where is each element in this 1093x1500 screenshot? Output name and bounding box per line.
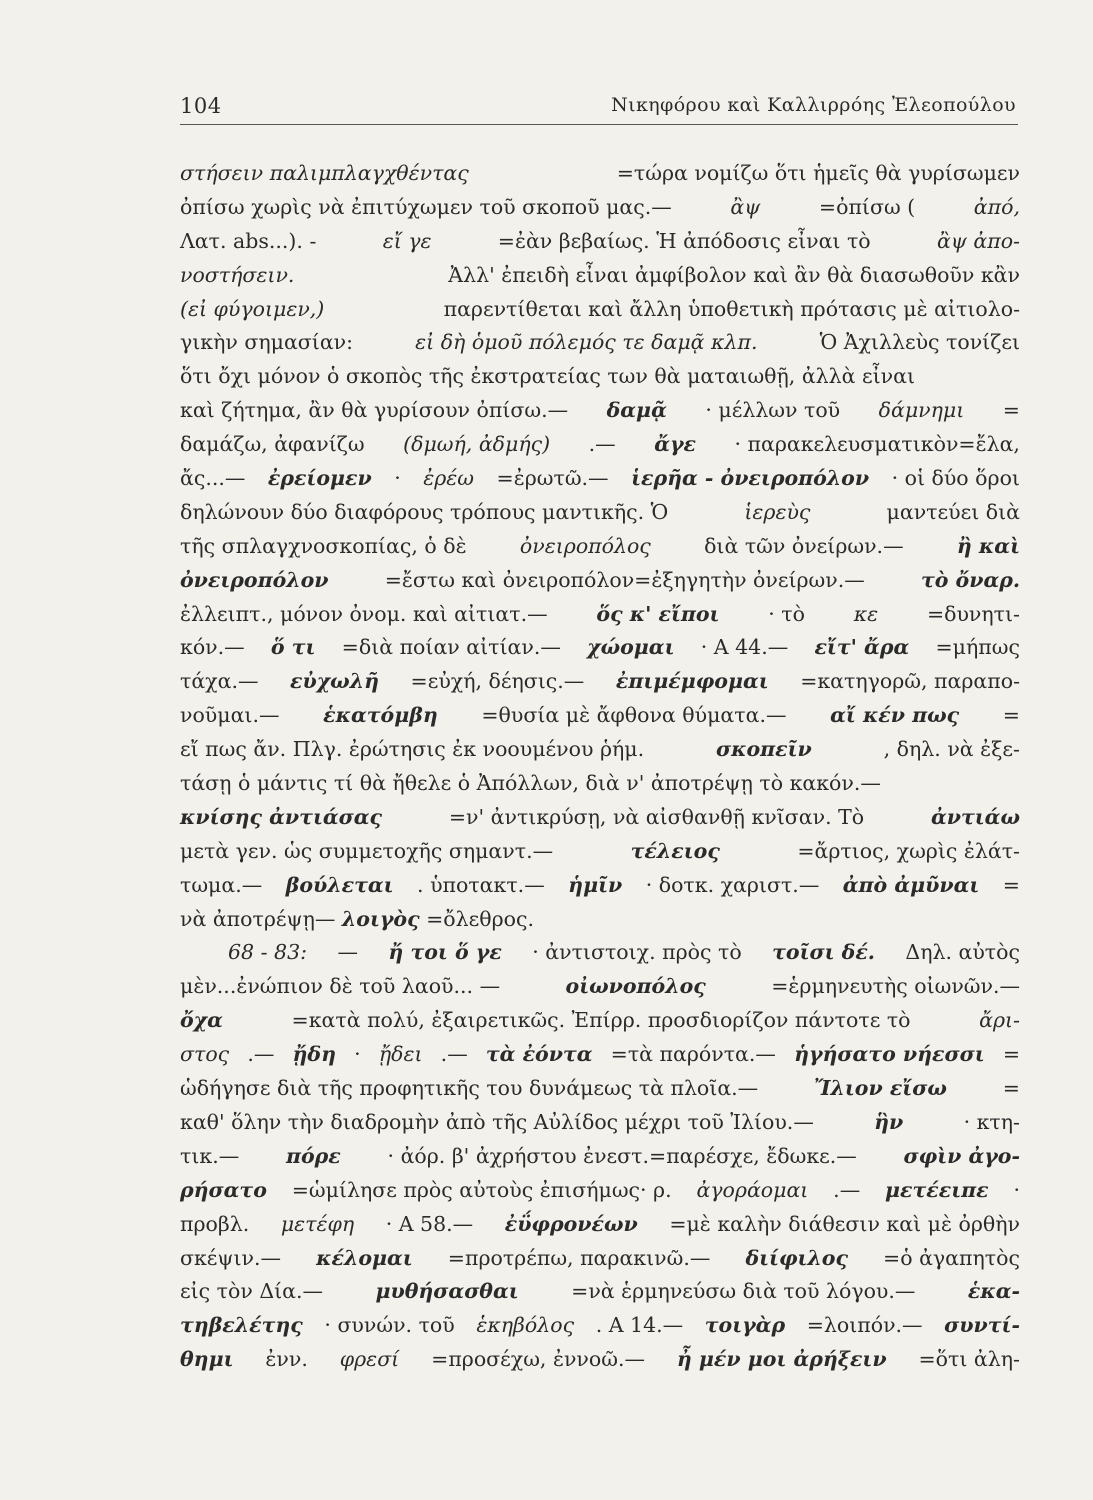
lemma: αἴ κέν πως: [830, 703, 960, 728]
text-segment: Ἀλλ' ἐπειδὴ εἶναι ἀμφίβολον καὶ ἂν θὰ διασωθοῦν κἂν: [448, 262, 1020, 287]
italic-term: ἐρέω: [423, 466, 475, 491]
lemma: ὅ τι: [270, 635, 316, 660]
italic-term: μετέφη: [280, 1211, 355, 1236]
text-segment: καὶ ζήτημα, ἂν θὰ γυρίσουν ὀπίσω.—: [180, 398, 569, 423]
text-segment: τικ.—: [180, 1143, 240, 1168]
text-line: [180, 1038, 1020, 1072]
text-segment: · Α 58.—: [385, 1211, 474, 1236]
text-line: [180, 1242, 1020, 1276]
lemma: τηβελέτης: [180, 1313, 303, 1338]
lemma: ἡμῖν: [568, 872, 623, 897]
text-segment: ὀπίσω χωρὶς νὰ ἐπιτύχωμεν τοῦ σκοποῦ μας.—: [180, 194, 672, 219]
text-line: [180, 1208, 1020, 1242]
text-line: [180, 1004, 1020, 1038]
italic-term: εἴ γε: [382, 228, 432, 253]
lemma: δαμᾷ: [606, 398, 667, 423]
text-segment: =προσέχω, ἐννοῶ.—: [431, 1347, 645, 1372]
text-line: [180, 903, 1020, 937]
lemma: ρήσατο: [180, 1177, 267, 1202]
text-segment: ὡδήγησε διὰ τῆς προφητικῆς του δυνάμεως τὰ πλοῖα.—: [180, 1076, 759, 1101]
lemma: ἀπὸ ἀμῦναι: [842, 872, 980, 897]
text-line: [180, 1072, 1020, 1106]
text-segment: =προτρέπω, παρακινῶ.—: [447, 1245, 711, 1270]
text-segment: μὲν...ἐνώπιον δὲ τοῦ λαοῦ... —: [180, 974, 501, 999]
italic-term: δάμνημι: [878, 398, 965, 423]
text-line: [180, 1275, 1020, 1309]
text-segment: =μήπως: [935, 635, 1020, 660]
text-segment: =εὐχή, δέησις.—: [410, 669, 585, 694]
italic-term: νοστήσειν.: [180, 262, 295, 287]
text-line: [180, 1309, 1020, 1343]
text-segment: . Α 14.—: [595, 1313, 684, 1338]
text-line: [180, 1140, 1020, 1174]
text-segment: , δηλ. νὰ ἐξε-: [883, 737, 1020, 762]
text-segment: κόν.—: [180, 635, 245, 660]
text-segment: =ἑρμηνευτὴς οἰωνῶν.—: [771, 974, 1020, 999]
text-segment: =ἐρωτῶ.—: [496, 466, 609, 491]
text-line: [180, 530, 1020, 564]
lemma: τὰ ἐόντα: [485, 1042, 593, 1067]
text-segment: =: [1002, 703, 1020, 728]
text-segment: .—: [247, 1042, 275, 1067]
italic-term: ἀγοράομαι: [696, 1177, 809, 1202]
lemma: τὸ ὄναρ.: [920, 567, 1020, 592]
text-segment: ·: [354, 1042, 361, 1067]
text-line: [180, 462, 1020, 496]
text-segment: · ἀόρ. β' ἀχρήστου ἐνεστ.=παρέσχε, ἔδωκε.—: [387, 1143, 857, 1168]
italic-term: ἄρι-: [979, 1008, 1020, 1033]
text-line: [180, 767, 1020, 801]
lemma: ἀντιάω: [930, 804, 1020, 829]
text-line: [180, 259, 1020, 293]
text-segment: .—: [440, 1042, 468, 1067]
text-segment: =κατηγορῶ, παραπο-: [800, 669, 1020, 694]
lemma: ἡγήσατο νήεσσι: [794, 1042, 985, 1067]
lemma: ὅς κ' εἴποι: [596, 601, 720, 626]
lemma: ᾔδη: [292, 1042, 336, 1067]
text-segment: Λατ. abs...). -: [180, 228, 317, 253]
text-segment: εἴ πως ἄν. Πλγ. ἐρώτησις ἐκ νοουμένου ῥήμ.: [180, 737, 645, 762]
text-segment: =: [1002, 398, 1020, 423]
text-segment: =νὰ ἑρμηνεύσω διὰ τοῦ λόγου.—: [571, 1279, 916, 1304]
text-segment: γικὴν σημασίαν:: [180, 330, 354, 355]
lemma: κέλομαι: [316, 1245, 413, 1270]
italic-term: ἂψ ἀπο-: [936, 228, 1020, 253]
lemma: τοιγὰρ: [704, 1313, 786, 1338]
text-segment: · συνών. τοῦ: [324, 1313, 455, 1338]
text-segment: · ἀντιστοιχ. πρὸς τὸ: [532, 940, 742, 965]
text-segment: μαντεύει διὰ: [886, 499, 1020, 524]
page-header: [180, 94, 1018, 125]
text-line: [180, 801, 1020, 835]
lemma: οἰωνοπόλος: [565, 974, 706, 999]
lemma: μυθήσασθαι: [375, 1279, 519, 1304]
text-segment: ὅτι ὄχι μόνον ὁ σκοπὸς τῆς ἐκστρατείας των θὰ ματαιωθῇ, ἀλλὰ εἶναι: [180, 364, 916, 389]
text-segment: =ὄλεθρος.: [426, 906, 534, 931]
italic-term: φρεσί: [339, 1347, 400, 1372]
text-line: [180, 360, 1020, 394]
text-line: [180, 428, 1020, 462]
text-segment: σκέψιν.—: [180, 1245, 282, 1270]
lemma: σκοπεῖν: [716, 737, 812, 762]
text-segment: παρεντίθεται καὶ ἄλλη ὑποθετικὴ πρότασις μὲ αἰτιολο-: [443, 296, 1020, 321]
lemma: Ἴλιον εἴσω: [814, 1076, 947, 1101]
lemma: εὐχωλῆ: [290, 669, 379, 694]
text-line: [180, 733, 1020, 767]
text-segment: νὰ ἀποτρέψῃ—: [180, 906, 336, 931]
lemma: κνίσης ἀντιάσας: [180, 804, 383, 829]
italic-term: ἱερεὺς: [744, 499, 811, 524]
lemma: συντί-: [944, 1313, 1020, 1338]
text-segment: καθ' ὅλην τὴν διαδρομὴν ἀπὸ τῆς Αὐλίδος μέχρι τοῦ Ἰλίου.—: [180, 1109, 814, 1134]
text-segment: Δηλ. αὐτὸς: [905, 940, 1020, 965]
text-segment: · κτη-: [963, 1109, 1020, 1134]
text-line: [180, 191, 1020, 225]
text-segment: =ἄρτιος, χωρὶς ἐλάτ-: [797, 838, 1020, 863]
text-line: [180, 496, 1020, 530]
text-segment: =ὅτι ἀλη-: [918, 1347, 1020, 1372]
lemma: τέλειος: [630, 838, 720, 863]
text-line: [180, 564, 1020, 598]
lemma: βούλεται: [285, 872, 394, 897]
lemma: σφὶν ἀγο-: [903, 1143, 1020, 1168]
italic-term: (δμωή, ἀδμής): [403, 432, 551, 457]
text-segment: =μὲ καλὴν διάθεσιν καὶ μὲ ὀρθὴν: [669, 1211, 1020, 1236]
text-segment: =ἔστω καὶ ὀνειροπόλον=ἐξηγητὴν ὀνείρων.—: [384, 567, 865, 592]
text-segment: · δοτκ. χαριστ.—: [645, 872, 820, 897]
running-title: Νικηφόρου καὶ Καλλιρρόης Ἐλεοπούλου: [611, 94, 1016, 116]
lemma: πόρε: [285, 1143, 341, 1168]
italic-term: (εἰ φύγοιμεν,): [180, 296, 325, 321]
text-line: [180, 394, 1020, 428]
text-segment: =ὁ ἀγαπητὸς: [883, 1245, 1020, 1270]
text-line: [180, 157, 1020, 191]
lemma: ἄγε: [654, 432, 696, 457]
italic-term: στήσειν παλιμπλαγχθέντας: [180, 161, 469, 185]
lemma: ἱερῆα - ὀνειροπόλον: [631, 466, 870, 491]
text-segment: ·: [1013, 1177, 1020, 1202]
lemma: ἑκα-: [967, 1279, 1020, 1304]
text-segment: διὰ τῶν ὀνείρων.—: [704, 533, 904, 558]
lemma: μετέειπε: [885, 1177, 989, 1202]
text-segment: εἰς τὸν Δία.—: [180, 1279, 324, 1304]
lemma: τοῖσι δέ.: [772, 940, 875, 965]
text-segment: .—: [833, 1177, 861, 1202]
text-line: [180, 869, 1020, 903]
text-segment: τάχα.—: [180, 669, 259, 694]
lemma: ἦ μέν μοι ἀρήξειν: [676, 1347, 887, 1372]
text-line: [180, 631, 1020, 665]
lemma: ἣν: [874, 1109, 904, 1134]
text-segment: τῆς σπλαγχνοσκοπίας, ὁ δὲ: [180, 533, 467, 558]
text-segment: =διὰ ποίαν αἰτίαν.—: [341, 635, 561, 660]
text-segment: προβλ.: [180, 1211, 250, 1236]
italic-term: ἑκηβόλος: [476, 1313, 575, 1338]
text-segment: =: [1002, 872, 1020, 897]
lemma: ἐΰφρονέων: [504, 1211, 638, 1236]
text-line: [180, 326, 1020, 360]
italic-term: 68 - 83:: [228, 940, 308, 965]
lemma: διίφιλος: [745, 1245, 848, 1270]
text-segment: =τὰ παρόντα.—: [610, 1042, 776, 1067]
text-segment: ἄς...—: [180, 466, 246, 491]
lemma: ὀνειροπόλον: [180, 567, 329, 592]
text-segment: νοῦμαι.—: [180, 703, 280, 728]
page-number: 104: [180, 94, 222, 118]
text-segment: · Α 44.—: [700, 635, 789, 660]
text-segment: =: [1002, 1042, 1020, 1067]
text-segment: ἐνν.: [265, 1347, 308, 1372]
text-segment: · οἱ δύο ὅροι: [891, 466, 1020, 491]
text-line: [180, 1343, 1020, 1377]
text-segment: τωμα.—: [180, 872, 263, 897]
lemma: ἐπιμέμφομαι: [615, 669, 769, 694]
lemma: εἴτ' ἄρα: [814, 635, 910, 660]
text-segment: δηλώνουν δύο διαφόρους τρόπους μαντικῆς. Ὁ: [180, 499, 669, 524]
italic-term: ἂψ: [730, 194, 761, 219]
lemma: λοιγὸς: [341, 906, 420, 931]
text-segment: μετὰ γεν. ὡς συμμετοχῆς σημαντ.—: [180, 838, 554, 863]
lemma: ἑκατόμβη: [323, 703, 438, 728]
text-line: [180, 1174, 1020, 1208]
italic-term: κε: [853, 601, 879, 626]
text-segment: =ν' ἀντικρύσῃ, νὰ αἰσθανθῇ κνῖσαν. Τὸ: [448, 804, 865, 829]
lemma: θημι: [180, 1347, 234, 1372]
text-line: [180, 699, 1020, 733]
text-line: [180, 665, 1020, 699]
lemma: ἢ καὶ: [956, 533, 1020, 558]
text-segment: =ἐὰν βεβαίως. Ἡ ἀπόδοσις εἶναι τὸ: [497, 228, 871, 253]
text-line: [180, 225, 1020, 259]
text-segment: —: [337, 940, 358, 965]
lemma: χώομαι: [587, 635, 675, 660]
text-segment: =ὀπίσω (: [818, 194, 916, 219]
italic-term: στος: [180, 1042, 230, 1067]
text-segment: =δυνητι-: [926, 601, 1020, 626]
text-segment: Ὁ Ἀχιλλεὺς τονίζει: [819, 330, 1020, 355]
text-line: [180, 970, 1020, 1004]
italic-term: ᾔδει: [378, 1042, 423, 1067]
text-segment: =θυσία μὲ ἄφθονα θύματα.—: [481, 703, 787, 728]
text-segment: . ὑποτακτ.—: [417, 872, 545, 897]
text-line: [180, 835, 1020, 869]
text-line: [180, 293, 1020, 327]
lemma: ἤ τοι ὅ γε: [388, 940, 502, 965]
text-segment: =ὡμίλησε πρὸς αὐτοὺς ἐπισήμως· ρ.: [291, 1177, 672, 1202]
text-segment: · τὸ: [768, 601, 805, 626]
text-segment: =: [1002, 1076, 1020, 1101]
text-segment: · μέλλων τοῦ: [705, 398, 841, 423]
text-segment: .—: [588, 432, 616, 457]
text-line: [180, 936, 1020, 970]
text-segment: ἐλλειπτ., μόνον ὀνομ. καὶ αἰτιατ.—: [180, 601, 548, 626]
italic-term: ὀνειροπόλος: [519, 533, 651, 558]
lemma: ἐρείομεν: [267, 466, 372, 491]
text-segment: =λοιπόν.—: [806, 1313, 923, 1338]
commentary-text: [180, 157, 1020, 1377]
text-segment: δαμάζω, ἀφανίζω: [180, 432, 365, 457]
text-segment: ·: [394, 466, 401, 491]
text-segment: =κατὰ πολύ, ἐξαιρετικῶς. Ἐπίρρ. προσδιορίζον πάντοτε τὸ: [291, 1008, 911, 1033]
italic-term: ἀπό,: [973, 194, 1020, 219]
text-segment: =τώρα νομίζω ὅτι ἡμεῖς θὰ γυρίσωμεν: [616, 161, 1020, 185]
text-segment: τάσῃ ὁ μάντις τί θὰ ἤθελε ὁ Ἀπόλλων, διὰ ν' ἀποτρέψῃ τὸ κακόν.—: [180, 771, 881, 796]
italic-term: εἰ δὴ ὁμοῦ πόλεμός τε δαμᾷ κλπ.: [415, 330, 758, 355]
lemma: ὄχα: [180, 1008, 223, 1033]
text-line: [180, 598, 1020, 632]
text-line: [180, 1106, 1020, 1140]
text-segment: · παρακελευσματικὸν=ἔλα,: [734, 432, 1020, 457]
